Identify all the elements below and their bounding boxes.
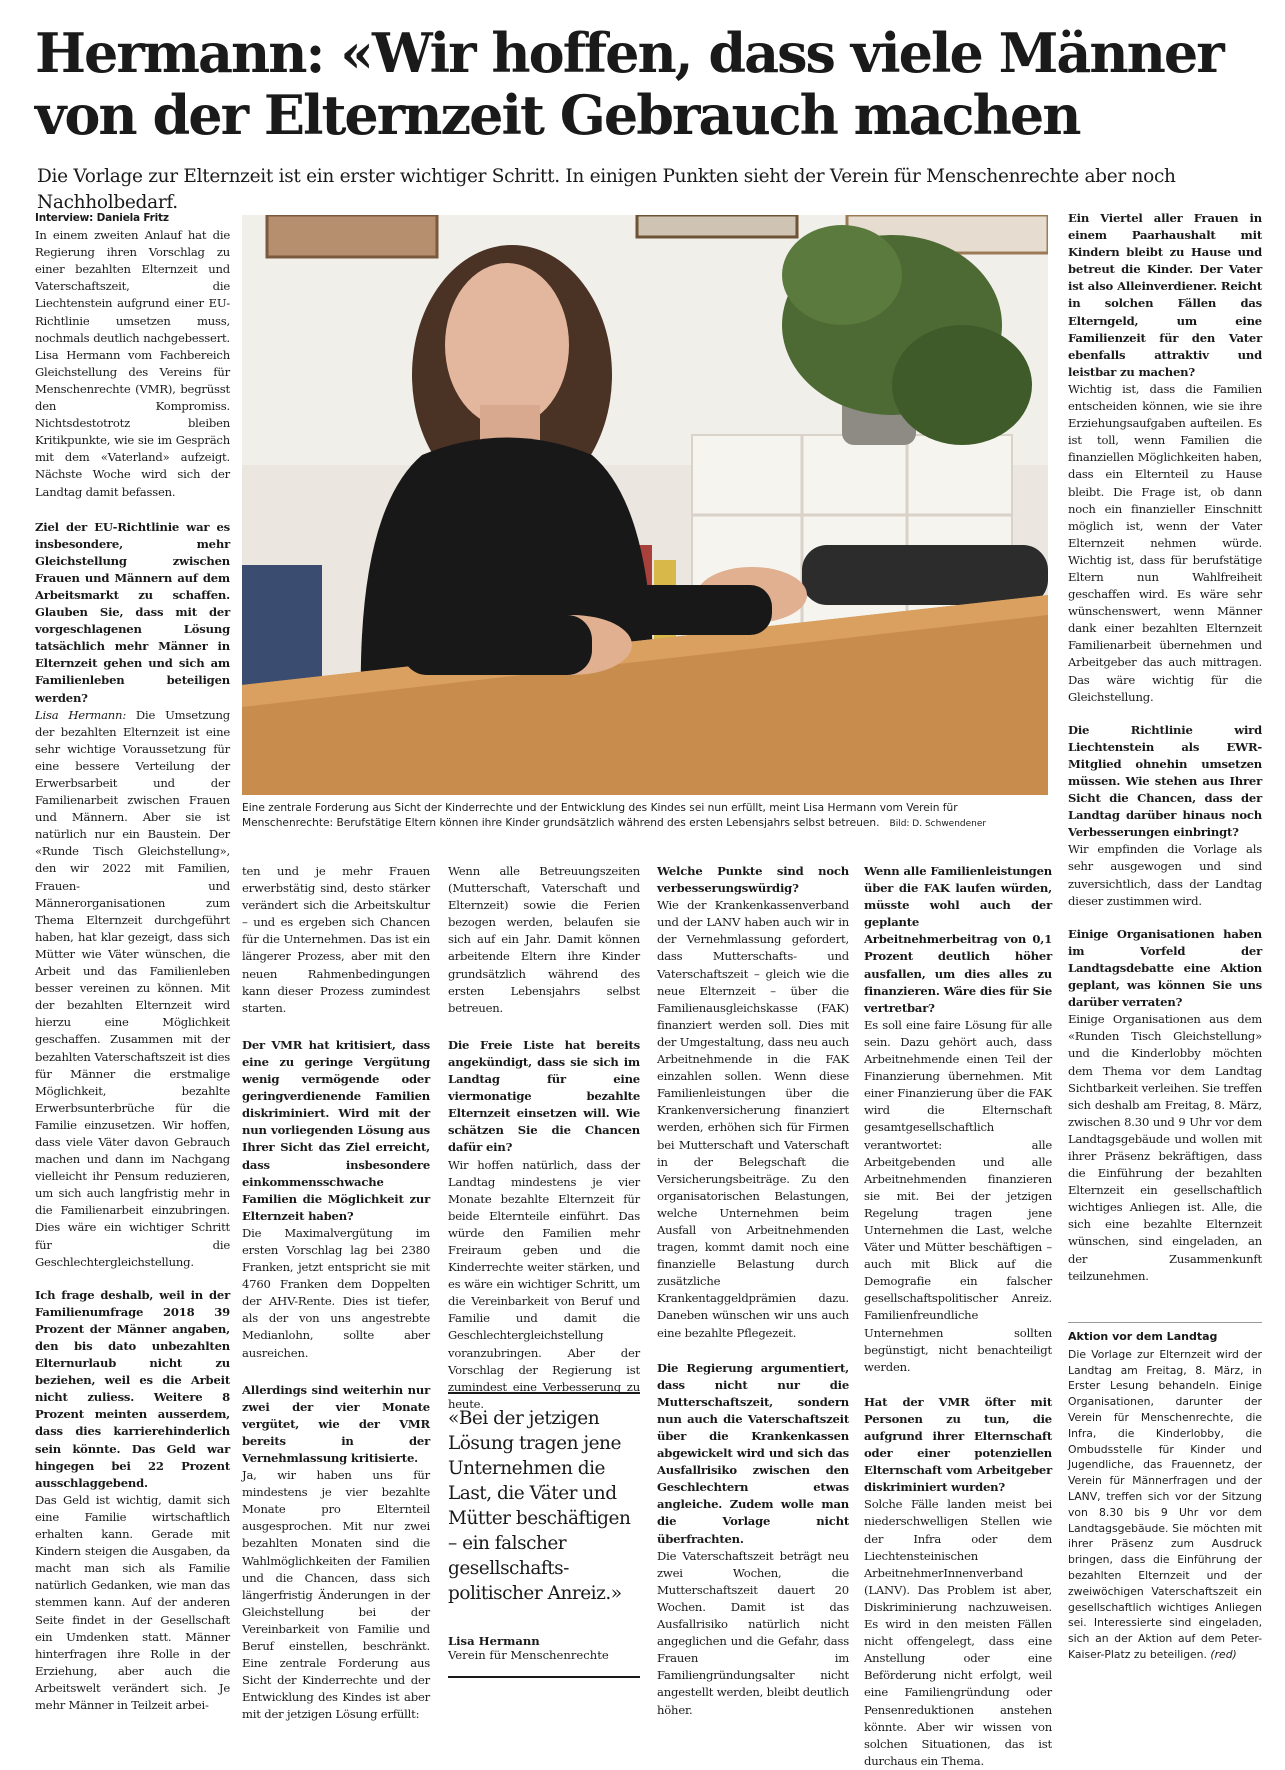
question-2: Ich frage deshalb, weil in der Familienumfrage 2018 39 Prozent der Männer angaben, den bis dato unbezahlten Elternurlaub nicht zu beziehen, weil es die Arbeit nicht zuliess. Weitere 8 Prozent meinten ausserdem, dass dies karrierehinderlich sein könnte. Das Geld war hingegen bei 22 Prozent ausschlaggebend. [35, 1287, 230, 1490]
question-7: Die Regierung argumentiert, dass nicht nur die Mutterschaftszeit, sondern nun auch die Vaterschaftszeit über die Krankenkassen abgewickelt wird und sich das Ausfallrisiko zwischen den Geschlechtern etwas angleiche. Zudem wolle man die Vorlage nicht überfrachten. [657, 1360, 849, 1546]
caption-text: Eine zentrale Forderung aus Sicht der Kinderrechte und der Entwicklung des Kindes sei nun erfüllt, meint Lisa Hermann vom Verein für Menschenrechte: Berufstätige Eltern können ihre Kinder grundsätzlich während des ersten Lebensjahrs selbst betreuen. [242, 802, 958, 829]
pull-quote-role: Verein für Menschenrechte [448, 1648, 609, 1662]
info-box-body: Die Vorlage zur Elternzeit wird der Landtag am Freitag, 8. März, in Erster Lesung behandeln. Einige Organisationen, darunter der Verein für Menschenrechte, die Infra, die Kinderlobby, die Ombudsstelle für Kinder und Jugendliche, das Frauennetz, der Verein für Männerfragen und der LANV, treffen sich vor der Sitzung von 8.30 bis 9 Uhr vor dem Landtagsgebäude. Sie möchten mit ihrer Präsenz zum Ausdruck bringen, dass die Einführung der bezahlten Elternzeit und der zweiwöchigen Vaterschaftszeit ein gesellschaftlich wichtiges Anliegen sei. Interessierte sind eingeladen, sich an der Aktion auf dem Peter-Kaiser-Platz zu beteiligen. (red) [1068, 1347, 1262, 1661]
column-3 [448, 863, 640, 1413]
question-10: Ein Viertel aller Frauen in einem Paarhaushalt mit Kindern bleibt zu Hause und betreut die Kinder. Der Vater ist also Alleinverdiener. Reicht in solchen Fällen das Elterngeld, um eine Familienzeit für den Vater ebenfalls attraktiv und leistbar zu machen? [1068, 211, 1262, 379]
photo-credit: Bild: D. Schwendener [889, 819, 987, 829]
photo-caption [242, 801, 1050, 832]
column-5 [864, 863, 1052, 1770]
answer-4-continued: Wenn alle Betreuungszeiten (Mutterschaft, Vaterschaft und Elternzeit) sowie die Ferien bezogen werden, belaufen sie sich auf ein Jahr. Damit können arbeitende Eltern ihre Kinder grundsätzlich während des ersten Lebensjahrs selbst betreuen. [448, 864, 640, 1015]
answer-8: Es soll eine faire Lösung für alle sein. Dazu gehört auch, dass Arbeitnehmende einen Teil der Finanzierung übernehmen. Mit einer Finanzierung über die FAK wird die Elternschaft gesamtgesellschaftlich verantwortet: alle Arbeitgebenden und alle Arbeitnehmenden finanzieren sie mit. Bei der jetzigen Regelung tragen jene Unternehmen die Last, welche Väter und Mütter beschäftigen – auch mit Blick auf die Demografie ein falscher gesellschaftspolitischer Anreiz. Familienfreundliche Unternehmen sollten begünstigt, nicht benachteiligt werden. [864, 1017, 1052, 1374]
column-4 [657, 863, 849, 1719]
deck: Die Vorlage zur Elternzeit ist ein erster wichtiger Schritt. In einigen Punkten sieht der Verein für Menschenrechte aber noch Nachholbedarf. [37, 166, 1176, 213]
question-11: Die Richtlinie wird Liechtenstein als EWR-Mitglied ohnehin umsetzen müssen. Wie stehen aus Ihrer Sicht die Chancen, dass der Landtag darüber hinaus noch Verbesserungen einbringt? [1068, 722, 1262, 840]
question-3: Der VMR hat kritisiert, dass eine zu geringe Vergütung wenig vermögende oder geringverdienende Familien diskriminiert. Wird mit der nun vorliegenden Lösung aus Ihrer Sicht das Ziel erreicht, dass insbesondere einkommensschwache Familien die Möglichkeit zur Elternzeit haben? [242, 1037, 430, 1223]
answer-5: Wir hoffen natürlich, dass der Landtag mindestens je vier Monate bezahlte Elternzeit für beide Elternteile einführt. Das würde den Familien mehr Freiraum geben und die Kinderrechte weiter stärken, und es wäre ein wichtiger Schritt, um die Vereinbarkeit von Beruf und Familie und damit die Geschlechtergleichstellung voranzubringen. Aber der Vorschlag der Regierung ist zumindest eine Verbesserung zu heute. [448, 1157, 640, 1411]
info-box-title: Aktion vor dem Landtag [1068, 1330, 1218, 1343]
answer-12: Einige Organisationen aus dem «Runden Tisch Gleichstellung» und die Kinderlobby möchten dem Thema vor dem Landtag Sichtbarkeit verleihen. Sie treffen sich deshalb am Freitag, 8. März, zwischen 8.30 und 9 Uhr vor dem Landtagsgebäude und wollen mit ihrer Präsenz bekräftigen, dass die Einführung der bezahlten Elternzeit ein gesellschaftlich wichtiges Anliegen ist. Alle, die sich eine bezahlte Elternzeit wünschen, sind eingeladen, an der Zusammenkunft teilzunehmen. [1068, 1012, 1262, 1283]
byline: Interview: Daniela Fritz [35, 212, 169, 224]
interview-photo [242, 215, 1048, 795]
info-box-signoff: (red) [1210, 1647, 1237, 1661]
pull-quote-text: «Bei der jetzigen Lösung tragen jene Unternehmen die Last, die Väter und Mütter beschäftigen – ein falscher gesellschaftspolitischer Anreiz.» [448, 1408, 631, 1604]
answer-2a: Das Geld ist wichtig, damit sich eine Familie wirtschaftlich erhalten kann. Gerade mit Kindern steigen die Ausgaben, da macht man sich als Familie natürlich Gedanken, wie man das stemmen kann. Auf der anderen Seite findet in der Gesellschaft ein Umdenken statt. Männer hinterfragen ihre Rolle in der Erziehung, aber auch die Arbeitswelt verändert sich. Je mehr Männer in Teilzeit arbei- [35, 1492, 230, 1712]
intro: In einem zweiten Anlauf hat die Regierung ihren Vorschlag zu einer bezahlten Elternzeit und Vaterschaftszeit, die Liechtenstein aufgrund einer EU-Richtlinie umsetzen muss, nochmals deutlich nachgebessert. Lisa Hermann vom Fachbereich Gleichstellung des Vereins für Menschenrechte (VMR), begrüsst den Kompromiss. Nichtsdestotrotz bleiben Kritikpunkte, wie sie im Gespräch mit dem «Vaterland» aufzeigt. Nächste Woche wird sich der Landtag damit befassen. [35, 228, 230, 499]
answer-9: Solche Fälle landen meist bei niederschwelligen Stellen wie der Infra oder dem Liechtensteinischen ArbeitnehmerInnenverband (LANV). Das Problem ist aber, Diskriminierung nachzuweisen. Es wird in den meisten Fällen nicht offengelegt, dass eine Anstellung oder eine Beförderung nicht erfolgt, weil eine Familiengründung oder Pensenreduktionen anstehen könnte. Aber wir wissen von solchen Situationen, das ist durchaus ein Thema. [864, 1497, 1052, 1768]
question-4: Allerdings sind weiterhin nur zwei der vier Monate vergütet, wie der VMR bereits in der Vernehmlassung kritisierte. [242, 1382, 430, 1465]
answer-7: Die Vaterschaftszeit beträgt neu zwei Wochen, die Mutterschaftszeit dauert 20 Wochen. Damit ist das Ausfallrisiko natürlich nicht angeglichen und die Gefahr, dass Frauen im Familiengründungsalter nicht angestellt werden, bleibt deutlich höher. [657, 1548, 849, 1717]
pull-quote [448, 1392, 640, 1678]
question-9: Hat der VMR öfter mit Personen zu tun, die aufgrund ihrer Elternschaft oder einer potenziellen Elternschaft vom Arbeitgeber diskriminiert wurden? [864, 1394, 1052, 1495]
answer-6: Wie der Krankenkassenverband und der LANV haben auch wir in der Vernehmlassung gefordert, dass Mutterschafts- und Vaterschaftszeit – gleich wie die neue Elternzeit – über die Familienausgleichskasse (FAK) finanziert werden soll. Dies mit der Umgestaltung, dass neu auch Arbeitnehmende in die FAK einzahlen sollen. Wenn diese Familienleistungen über die Krankenversicherung finanziert werden, erhöhen sich für Firmen bei Mutterschaft und Vaterschaft in der Belegschaft die Versicherungsbeiträge. Zu den organisatorischen Belastungen, welche Unternehmen beim Ausfall von Arbeitnehmenden tragen, kommt damit noch eine finanzielle Belastung durch zusätzliche Krankentaggeldprämien dazu. Daneben wünschen wir uns auch eine bezahlte Pflegezeit. [657, 898, 849, 1340]
photo-illustration [242, 215, 1048, 795]
answer-3: Die Maximalvergütung im ersten Vorschlag lag bei 2380 Franken, jetzt entspricht sie mit 4760 Franken dem Doppelten der AHV-Rente. Dies ist tiefer, als der von uns angestrebte Medianlohn, sollte aber ausreichen. [242, 1225, 430, 1360]
answer-11: Wir empfinden die Vorlage als sehr ausgewogen und sind zuversichtlich, dass der Landtag dieser zustimmen wird. [1068, 842, 1262, 908]
question-1: Ziel der EU-Richtlinie war es insbesondere, mehr Gleichstellung zwischen Frauen und Männern auf dem Arbeitsmarkt zu schaffen. Glauben Sie, dass mit der vorgeschlagenen Lösung tatsächlich mehr Männer in Elternzeit gehen und sich am Familienleben beteiligen werden? [35, 519, 230, 705]
question-8: Wenn alle Familienleistungen über die FAK laufen würden, müsste wohl auch der geplante Arbeitnehmerbeitrag von 0,1 Prozent deutlich höher ausfallen, um dies alles zu finanzieren. Wäre dies für Sie vertretbar? [864, 864, 1052, 1015]
pull-quote-name: Lisa Hermann [448, 1634, 540, 1648]
answer-4: Ja, wir haben uns für mindestens je vier bezahlte Monate pro Elternteil ausgesprochen. Mit nur zwei bezahlten Monaten sind die Wahlmöglichkeiten der Familien und die Chancen, dass sich längerfristig Änderungen in der Gleichstellung bei der Vereinbarkeit von Familie und Beruf einstellen, beschränkt. Eine zentrale Forderung aus Sicht der Kinderrechte und der Entwicklung des Kindes ist aber mit der jetzigen Lösung erfüllt: [242, 1468, 430, 1722]
question-6: Welche Punkte sind noch verbesserungswürdig? [657, 864, 849, 896]
answer-2b: ten und je mehr Frauen erwerbstätig sind, desto stärker verändert sich die Arbeitskultur – und es ergeben sich Chancen für die Unternehmen. Das ist ein längerer Prozess, aber mit den neuen Rahmenbedingungen kann dieser Prozess zumindest starten. [242, 864, 430, 1015]
question-12: Einige Organisationen haben im Vorfeld der Landtagsdebatte eine Aktion geplant, was können Sie uns darüber verraten? [1068, 926, 1262, 1010]
question-5: Die Freie Liste hat bereits angekündigt, dass sie sich im Landtag für eine viermonatige bezahlte Elternzeit einsetzen will. Wie schätzen Sie die Chancen dafür ein? [448, 1037, 640, 1155]
column-1 [35, 210, 230, 1714]
answer-1: Lisa Hermann: Die Umsetzung der bezahlten Elternzeit ist eine sehr wichtige Voraussetzung für eine bessere Verteilung der Erwerbsarbeit und der Familienarbeit zwischen Frauen und Männern. Aber sie ist natürlich nur ein Baustein. Der «Runde Tisch Gleichstellung», den wir 2022 mit Familien, Frauen- und Männerorganisationen zum Thema Elternzeit durchgeführt haben, hat klar gezeigt, dass sich Mütter wie Väter wünschen, die Arbeit und das Familienleben besser vereinen zu können. Mit der bezahlten Elternzeit wird hierzu eine Möglichkeit geschaffen. Zusammen mit der bezahlten Vaterschaftszeit ist dies für Männer die erstmalige Möglichkeit, bezahlte Erwerbsunterbrüche für die Familie einzusetzen. Wir hoffen, dass viele Väter davon Gebrauch machen und dann im Nachgang vielleicht ihr Pensum reduzieren, um sich auch langfristig mehr in die Familienarbeit einzubringen. Dies wäre ein wichtiger Schritt für die Geschlechtergleichstellung. [35, 707, 230, 1269]
answer-10: Wichtig ist, dass die Familien entscheiden können, wie sie ihre Erziehungsaufgaben aufteilen. Es ist toll, wenn Familien die finanziellen Möglichkeiten haben, dass ein Elternteil zu Hause bleibt. Die Frage ist, ob dann noch ein finanzieller Einschnitt möglich ist, wenn der Vater Elternzeit nehmen würde. Wichtig ist, dass für berufstätige Eltern nun Wahlfreiheit geschaffen wird. Es wäre sehr wünschenswert, wenn Männer dank einer bezahlten Elternzeit Familienarbeit übernehmen und Arbeitgeber das auch mittragen. Das wäre wichtig für die Gleichstellung. [1068, 381, 1262, 704]
column-6 [1068, 210, 1262, 1285]
info-box [1068, 1322, 1262, 1663]
headline: Hermann: «Wir hoffen, dass viele Männer von der Elternzeit Gebrauch machen [35, 21, 1223, 147]
column-2 [242, 863, 430, 1724]
speaker: Lisa Hermann: [35, 707, 127, 722]
